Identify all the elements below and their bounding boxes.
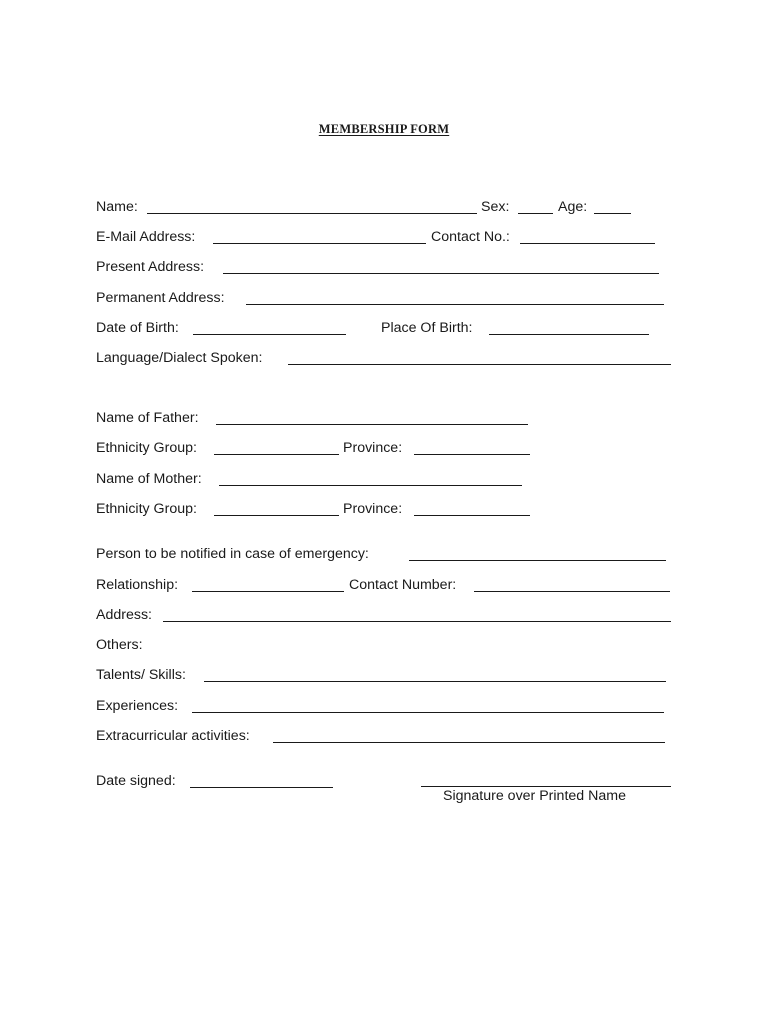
emergency-person-field[interactable] [409, 560, 666, 561]
permanent-address-field[interactable] [246, 304, 664, 305]
talents-field[interactable] [204, 681, 666, 682]
age-label: Age: [558, 199, 588, 215]
language-field[interactable] [288, 364, 671, 365]
form-title [0, 122, 768, 137]
father-province-label: Province: [343, 440, 403, 456]
contact-number-field[interactable] [474, 591, 670, 592]
dob-label: Date of Birth: [96, 320, 179, 336]
date-signed-field[interactable] [190, 787, 333, 788]
extracurricular-field[interactable] [273, 742, 665, 743]
father-field[interactable] [216, 424, 528, 425]
age-field[interactable] [594, 213, 631, 214]
contact-number-label: Contact Number: [349, 577, 457, 593]
form-title-text: MEMBERSHIP FORM [318, 122, 450, 136]
sex-label: Sex: [481, 199, 510, 215]
mother-label: Name of Mother: [96, 471, 202, 487]
others-heading: Others: [96, 637, 143, 653]
permanent-address-label: Permanent Address: [96, 290, 225, 306]
name-field[interactable] [147, 213, 477, 214]
extracurricular-label: Extracurricular activities: [96, 728, 250, 744]
mother-province-label: Province: [343, 501, 403, 517]
contact-no-field[interactable] [520, 243, 655, 244]
language-label: Language/Dialect Spoken: [96, 350, 263, 366]
emergency-address-label: Address: [96, 607, 152, 623]
relationship-label: Relationship: [96, 577, 179, 593]
pob-label: Place Of Birth: [381, 320, 473, 336]
signature-caption: Signature over Printed Name [443, 788, 626, 804]
mother-province-field[interactable] [414, 515, 530, 516]
present-address-field[interactable] [223, 273, 659, 274]
father-ethnicity-field[interactable] [214, 454, 339, 455]
relationship-field[interactable] [192, 591, 344, 592]
father-province-field[interactable] [414, 454, 530, 455]
mother-ethnicity-label: Ethnicity Group: [96, 501, 197, 517]
talents-label: Talents/ Skills: [96, 667, 186, 683]
sex-field[interactable] [518, 213, 553, 214]
present-address-label: Present Address: [96, 259, 205, 275]
experiences-label: Experiences: [96, 698, 179, 714]
experiences-field[interactable] [192, 712, 664, 713]
mother-field[interactable] [219, 485, 522, 486]
email-field[interactable] [213, 243, 426, 244]
dob-field[interactable] [193, 334, 346, 335]
emergency-address-field[interactable] [163, 621, 671, 622]
mother-ethnicity-field[interactable] [214, 515, 339, 516]
contact-no-label: Contact No.: [431, 229, 510, 245]
father-label: Name of Father: [96, 410, 199, 426]
emergency-person-label: Person to be notified in case of emergency: [96, 546, 369, 562]
date-signed-label: Date signed: [96, 773, 176, 789]
pob-field[interactable] [489, 334, 649, 335]
name-label: Name: [96, 199, 138, 215]
father-ethnicity-label: Ethnicity Group: [96, 440, 197, 456]
email-label: E-Mail Address: [96, 229, 196, 245]
